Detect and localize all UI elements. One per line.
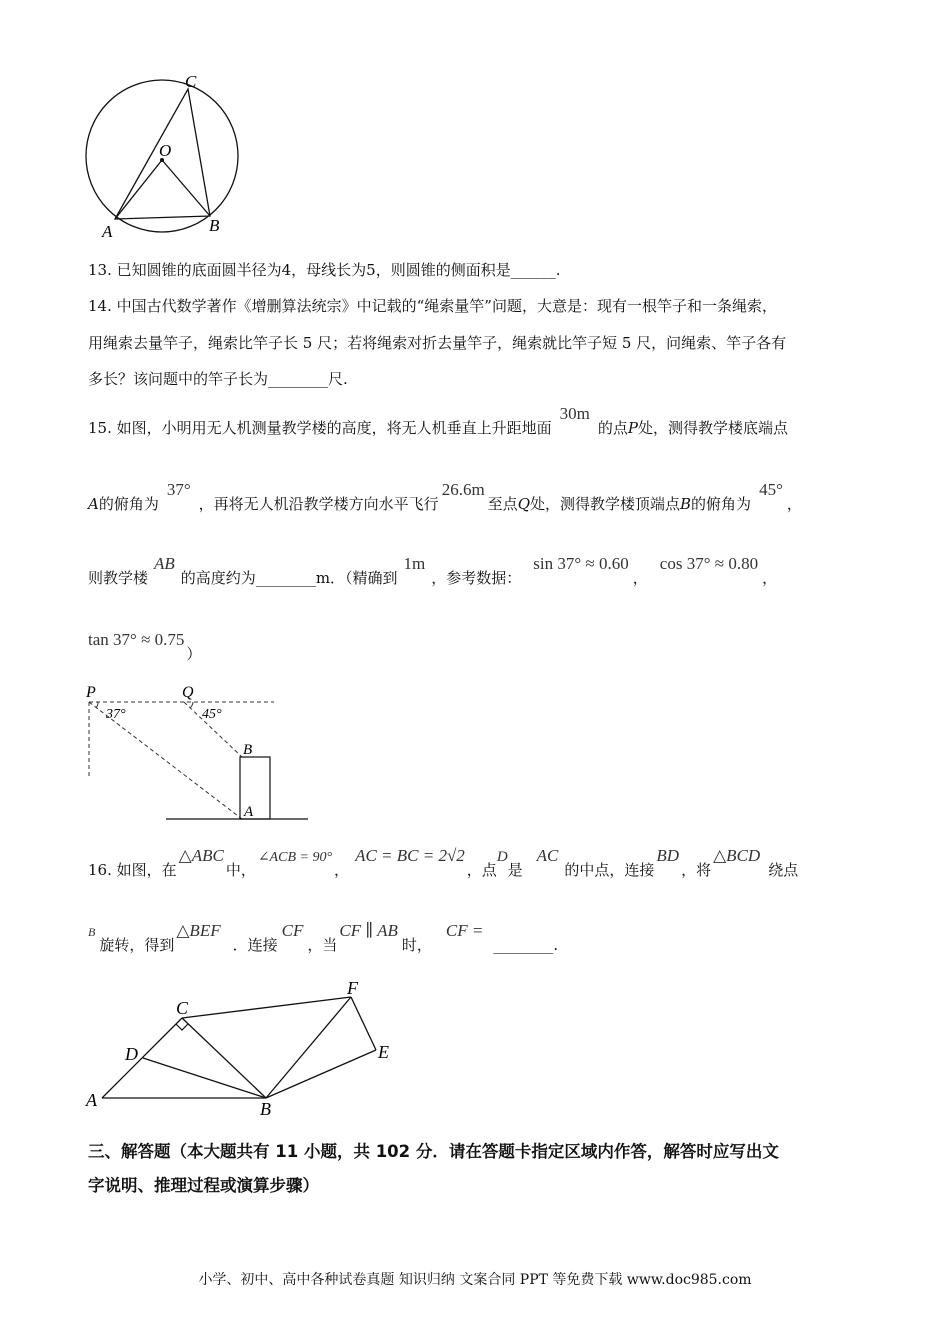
label-angle-45: 45°: [202, 707, 222, 722]
q16-comma: ，: [334, 861, 350, 879]
question-15-line-4: [88, 630, 202, 664]
q16-text-1: 16. 如图，在: [88, 861, 177, 879]
radii-oa-ob: [115, 160, 210, 219]
q15-point-q: Q: [517, 495, 530, 513]
segment-cf: [182, 997, 351, 1018]
q16-text-3: ，点: [466, 861, 497, 879]
segment-eb: [266, 1050, 376, 1098]
segment-cb: [182, 1018, 266, 1098]
q16-ac-bc-value: AC = BC = 2√2: [355, 846, 465, 865]
q15-text-2: 的点: [597, 419, 628, 437]
q15-text-9: ，: [786, 495, 802, 513]
question-14-line-1: 14. 中国古代数学著作《增删算法统宗》中记载的“绳索量竿”问题，大意是：现有一根竿子和一条绳索，: [88, 297, 777, 315]
label-e: E: [378, 1042, 389, 1062]
q15-text-1: 15. 如图，小明用无人机测量教学楼的高度，将无人机垂直上升距地面: [88, 419, 552, 437]
q15-text-8: 的俯角为: [691, 495, 752, 513]
question-15-line-3: [88, 554, 778, 588]
q13-blank: ______: [510, 261, 556, 279]
q16-triangle-bef: △BEF: [176, 921, 221, 940]
q16-segment-bd: BD: [656, 846, 680, 865]
question-15-line-1: [88, 404, 788, 438]
label-c: C: [185, 72, 197, 91]
section-3-heading: [88, 1135, 878, 1203]
q15-precision-1m: 1m: [403, 554, 426, 573]
q16-point-b: B: [88, 925, 96, 939]
q16-text-7: 绕点: [768, 861, 799, 879]
q15-sin-value: sin 37° ≈ 0.60: [533, 554, 629, 573]
q15-comma-1: ，: [632, 569, 648, 587]
label-o: O: [159, 141, 172, 160]
label-c: C: [176, 998, 189, 1018]
q15-text-12: m．（精确到: [315, 569, 398, 587]
page-footer: 小学、初中、高中各种试卷真题 知识归纳 文案合同 PPT 等免费下载 www.doc985.com: [198, 1272, 752, 1288]
q15-tan-value: tan 37° ≈ 0.75: [88, 630, 185, 649]
q15-comma-2: ，: [762, 569, 778, 587]
q15-height-30m: 30m: [559, 404, 590, 423]
q16-triangle-abc: △ABC: [178, 846, 224, 865]
question-13: [88, 260, 561, 280]
q16-cf-parallel-ab: CF ∥ AB: [339, 921, 398, 940]
right-angle-mark: [176, 1024, 188, 1030]
question-14-line-2: 用绳索去量竿子，绳索比竿子长 5 尺；若将绳索对折去量竿子，绳索就比竿子短 5 尺，问绳索、竿子各有: [88, 334, 787, 352]
q15-text-4: 的俯角为: [98, 495, 159, 513]
label-f: F: [347, 978, 358, 998]
q16-text-10: ，当: [307, 936, 338, 954]
angle-arc-45: [190, 702, 193, 708]
q14-blank: ________: [268, 370, 329, 388]
q16-text-11: 时，: [401, 936, 432, 954]
q16-segment-ac: AC: [536, 846, 559, 865]
q15-segment-ab: AB: [154, 554, 175, 573]
q15-close-paren: ）: [186, 645, 202, 663]
q15-text-6: 至点: [487, 495, 518, 513]
q14-text: 多长？该问题中的竿子长为: [88, 370, 269, 388]
drone-figure: [80, 682, 320, 828]
q16-blank: ________: [493, 936, 554, 954]
q16-text-8: 旋转，得到: [99, 936, 175, 954]
section-3-line-1: 三、解答题（本大题共有 11 小题，共 102 分．请在答题卡指定区域内作答，解答时应写出文: [88, 1142, 779, 1161]
q14-unit: 尺.: [328, 370, 348, 388]
q15-blank: ________: [255, 569, 316, 587]
q15-point-p: P: [627, 419, 638, 437]
q16-text-5: 的中点，连接: [564, 861, 655, 879]
label-angle-37: 37°: [106, 707, 126, 722]
label-a: A: [244, 804, 254, 820]
q15-angle-37: 37°: [166, 480, 191, 499]
segment-ac: [102, 1018, 182, 1098]
q16-text-2: 中，: [225, 861, 256, 879]
q15-angle-45: 45°: [759, 480, 783, 499]
label-q: Q: [182, 684, 194, 701]
segment-fe: [351, 997, 376, 1050]
q16-segment-cf: CF: [281, 921, 304, 940]
question-15-line-2: [88, 480, 802, 514]
section-3-line-2: 字说明、推理过程或演算步骤）: [88, 1176, 319, 1195]
q16-cf-equals: CF =: [445, 921, 484, 940]
q16-angle-acb: ∠ACB = 90°: [257, 850, 333, 865]
q15-text-7: 处，测得教学楼顶端点: [530, 495, 681, 513]
label-a: A: [86, 1090, 97, 1110]
q15-text-13: ，参考数据：: [431, 569, 522, 587]
q15-text-10: 则教学楼: [88, 569, 149, 587]
label-a: A: [102, 222, 113, 241]
q15-cos-value: cos 37° ≈ 0.80: [659, 554, 759, 573]
q13-end: .: [555, 261, 561, 279]
q16-text-4: 是: [507, 861, 523, 879]
question-16-line-2: [88, 921, 559, 956]
label-b: B: [243, 742, 253, 758]
circle-figure: [80, 70, 250, 242]
question-14-line-3: [88, 369, 348, 389]
segment-db: [143, 1058, 266, 1098]
q16-text-6: ，将: [681, 861, 712, 879]
q15-text-3: 处，测得教学楼底端点: [637, 419, 788, 437]
q15-point-b: B: [680, 495, 692, 513]
q16-point-d: D: [496, 849, 508, 865]
q16-end: .: [553, 936, 559, 954]
q13-text: 13. 已知圆锥的底面圆半径为4，母线长为5，则圆锥的侧面积是: [88, 261, 511, 279]
label-b: B: [209, 216, 220, 235]
q15-text-11: 的高度约为: [180, 569, 256, 587]
q16-triangle-bcd: △BCD: [713, 846, 761, 865]
label-b: B: [260, 1099, 271, 1119]
question-16-line-1: [88, 846, 799, 882]
segment-bf: [266, 997, 351, 1098]
label-p: P: [86, 684, 96, 701]
q15-distance-26-6m: 26.6m: [441, 480, 485, 499]
angle-arc-37: [96, 702, 98, 708]
q15-text-5: ，再将无人机沿教学楼方向水平飞行: [198, 495, 439, 513]
q15-point-a: A: [88, 495, 99, 513]
label-d: D: [125, 1044, 138, 1064]
rotation-figure: [80, 974, 410, 1124]
q16-text-9: ．连接: [232, 936, 278, 954]
